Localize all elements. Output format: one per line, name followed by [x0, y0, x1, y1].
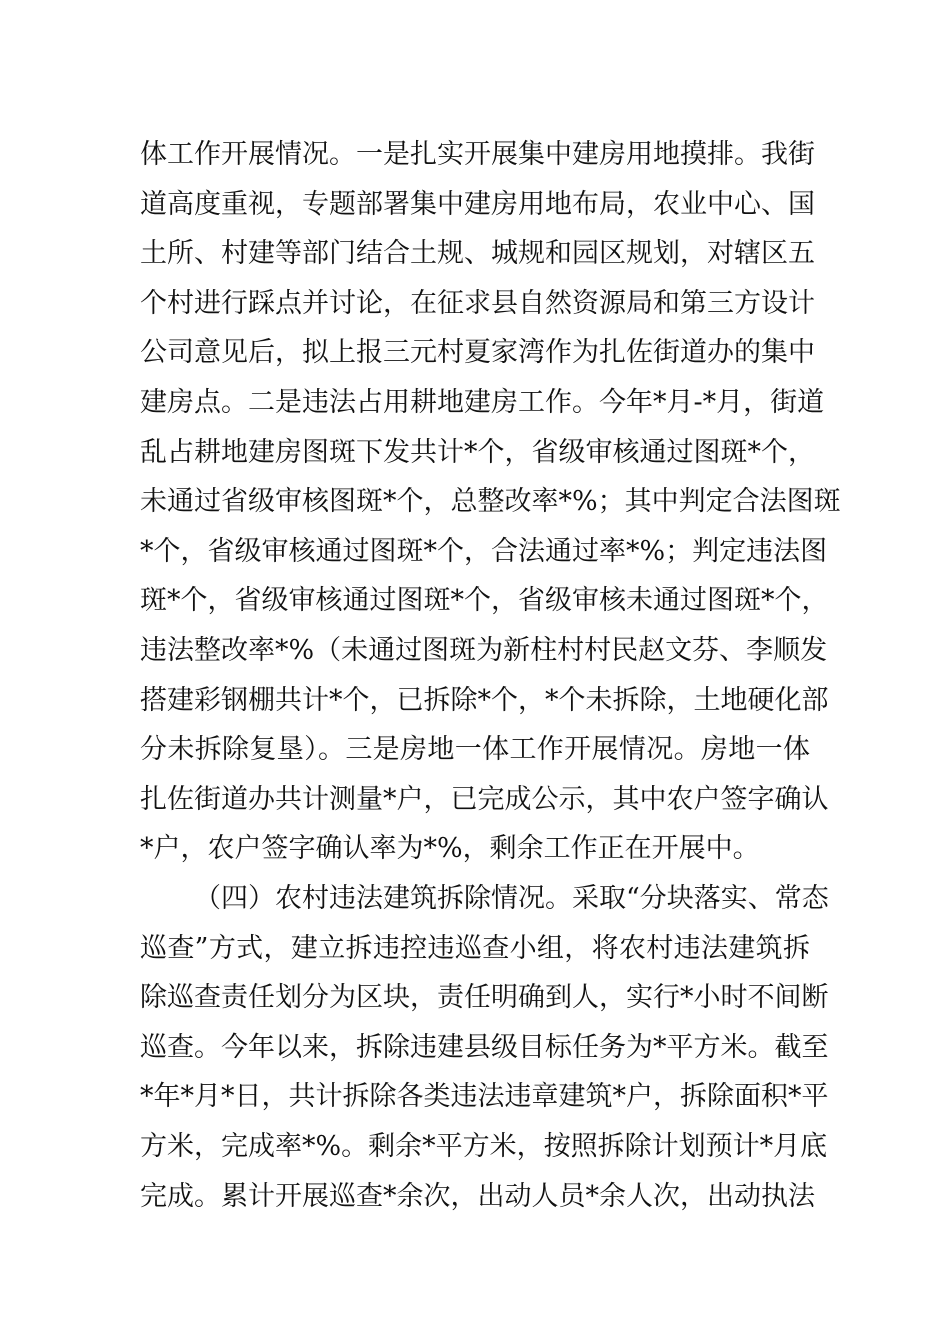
- paragraph-2-line: 方米，完成率*%。剩余*平方米，按照拆除计划预计*月底: [140, 1131, 828, 1162]
- paragraph-1-line: 斑*个，省级审核通过图斑*个，省级审核未通过图斑*个，: [140, 585, 829, 617]
- paragraph-2-line: （四）农村违法建筑拆除情况。采取“分块落实、常态: [194, 883, 829, 914]
- paragraph-1-line: 未通过省级审核图斑*个，总整改率*%；其中判定合法图斑: [140, 486, 841, 518]
- paragraph-1-line: *个，省级审核通过图斑*个，合法通过率*%；判定违法图: [140, 535, 828, 567]
- paragraph-1-line: 扎佐街道办共计测量*户，已完成公示，其中农户签字确认: [140, 783, 829, 815]
- paragraph-1-line: 搭建彩钢棚共计*个，已拆除*个，*个未拆除，土地硬化部: [140, 684, 829, 716]
- paragraph-1-line: 个村进行踩点并讨论，在征求县自然资源局和第三方设计: [140, 287, 815, 319]
- paragraph-2-line: 巡查”方式，建立拆违控违巡查小组，将农村违法建筑拆: [140, 932, 810, 964]
- paragraph-1-line: *户，农户签字确认率为*%，剩余工作正在开展中。: [140, 833, 760, 865]
- paragraph-1-line: 建房点。二是违法占用耕地建房工作。今年*月-*月，街道: [140, 387, 825, 418]
- paragraph-1-line: 违法整改率*%（未通过图斑为新柱村村民赵文芬、李顺发: [140, 635, 828, 666]
- paragraph-2-line: 完成。累计开展巡查*余次，出动人员*余人次，出动执法: [140, 1180, 815, 1212]
- paragraph-2-line: 除巡查责任划分为区块，责任明确到人，实行*小时不间断: [140, 982, 829, 1014]
- paragraph-1-line: 公司意见后，拟上报三元村夏家湾作为扎佐街道办的集中: [140, 337, 815, 369]
- paragraph-2-line: 巡查。今年以来，拆除违建县级目标任务为*平方米。截至: [140, 1031, 829, 1063]
- paragraph-1-line: 体工作开展情况。一是扎实开展集中建房用地摸排。我街: [140, 139, 815, 170]
- paragraph-1-line: 道高度重视，专题部署集中建房用地布局，农业中心、国: [140, 188, 815, 220]
- paragraph-1-line: 土所、村建等部门结合土规、城规和园区规划，对辖区五: [140, 238, 815, 270]
- paragraph-1-line: 分未拆除复垦）。三是房地一体工作开展情况。房地一体: [140, 734, 810, 766]
- paragraph-1-line: 乱占耕地建房图斑下发共计*个，省级审核通过图斑*个，: [140, 436, 815, 468]
- paragraph-2-line: *年*月*日，共计拆除各类违法违章建筑*户，拆除面积*平: [140, 1081, 829, 1113]
